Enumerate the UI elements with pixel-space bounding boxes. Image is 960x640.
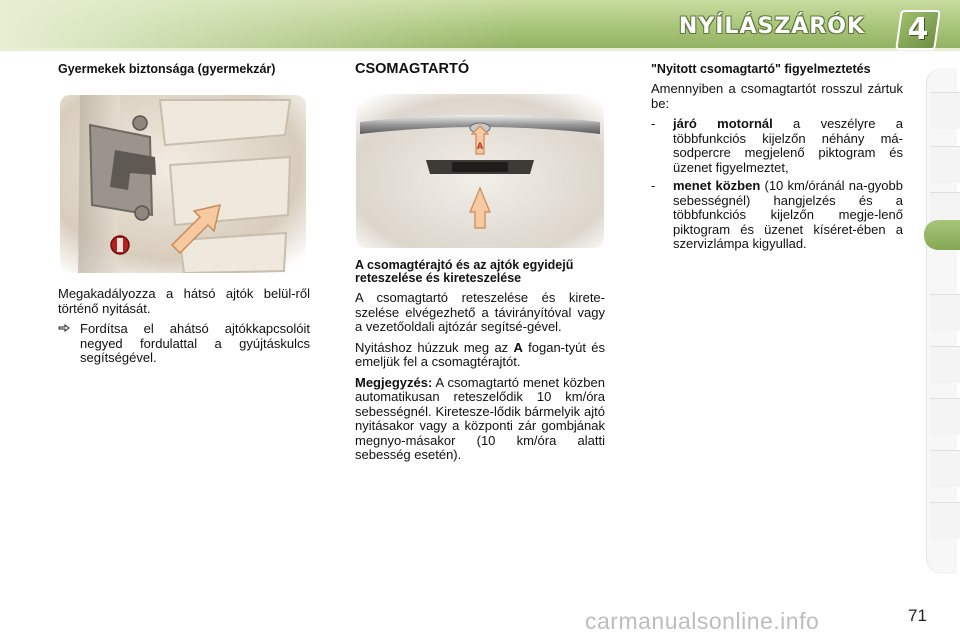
- chapter-tab-9[interactable]: [930, 502, 960, 539]
- warning-item-driving: [651, 179, 903, 252]
- right-column: [651, 63, 903, 256]
- child-lock-heading: Gyermekek biztonsága (gyermekzár): [58, 62, 276, 76]
- warning-item-engine-running-label: járó motornál: [673, 116, 773, 131]
- warning-item-engine-running: [651, 117, 903, 175]
- left-column-text: [58, 287, 310, 370]
- boot-open-warning-heading: "Nyitott csomagtartó" figyelmeztetés: [651, 62, 871, 76]
- header-gradient: [0, 0, 520, 48]
- boot-opening-text-a: Nyitáshoz húzzuk meg az: [355, 339, 514, 355]
- child-lock-intro: Megakadályozza a hátsó ajtók belül-ről történő nyitását.: [58, 286, 310, 316]
- hand-pointer-icon: [58, 322, 80, 366]
- warning-item-driving-text: (10 km/óránál na-gyobb sebességnél) hangjelzés és a többfunkciós kijelzőn megje-lenő piktogram és üzenet kíséret-ében a szervizlámpa kigyullad.: [673, 178, 903, 251]
- child-lock-instruction-text: Fordítsa el ahátsó ajtókkapcsolóit negyed fordulattal a gyújtáskulcs segítségével.: [80, 321, 310, 365]
- boot-locking-subheading: A csomagtérajtó és az ajtók egyidejű reteszelése és kireteszelése: [355, 258, 574, 285]
- boot-opening-paragraph: [355, 341, 605, 370]
- left-column: [58, 63, 310, 82]
- watermark: carmanualsonline.info: [585, 608, 820, 634]
- chapter-tab-4-active[interactable]: [924, 220, 960, 250]
- page-number: 71: [908, 606, 927, 625]
- figure-label-a: A: [476, 141, 484, 151]
- chapter-number-badge: [898, 10, 938, 50]
- warning-item-dash: -: [651, 178, 656, 193]
- middle-column-text: [355, 259, 605, 469]
- child-lock-illustration: [60, 95, 306, 273]
- boot-note-paragraph: [355, 376, 605, 463]
- chapter-title: NYÍLÁSZÁRÓK: [678, 14, 865, 39]
- chapter-tab-2[interactable]: [930, 146, 960, 183]
- child-lock-instruction: [58, 322, 310, 366]
- handle-label-a: A: [513, 339, 523, 355]
- middle-heading-block: [355, 62, 605, 77]
- boot-handle-illustration: [356, 94, 604, 248]
- boot-opening-text-b: fogan-tyút és emeljük fel a csomagtérajtót.: [355, 339, 605, 369]
- boot-heading: CSOMAGTARTÓ: [355, 61, 470, 77]
- chapter-number: 4: [907, 12, 929, 47]
- chapter-tab-7[interactable]: [930, 398, 960, 435]
- boot-handle-figure: [356, 94, 604, 248]
- header-divider: [0, 48, 960, 51]
- warning-item-dash: -: [651, 116, 656, 131]
- child-lock-figure: [60, 95, 306, 273]
- chapter-tabs: [926, 68, 960, 576]
- chapter-tab-8[interactable]: [930, 450, 960, 487]
- note-label: Megjegyzés:: [355, 374, 433, 390]
- boot-locking-paragraph: A csomagtartó reteszelése és kirete-szelése elvégezhető a távirányítóval vagy a vezetőoldali ajtózár segítsé-gével.: [355, 290, 605, 334]
- boot-open-warning-intro: Amennyiben a csomagtartót rosszul zártuk be:: [651, 81, 903, 111]
- warning-item-driving-label: menet közben: [673, 178, 761, 193]
- note-text: A csomagtartó menet közben automatikusan reteszelődik 10 km/óra sebességnél. Kiretesze-lődik bármelyik ajtó nyitásakor vagy a központi zár gombjának megnyo-másakor (10 km/óra alatti sebesség esetén).: [355, 374, 605, 462]
- warning-item-engine-running-text: a veszélyre a többfunkciós kijelzőn néhány má-sodpercre megjelenő piktogram és üzenet figyelmeztet,: [673, 116, 903, 175]
- chapter-tab-1[interactable]: [930, 92, 960, 129]
- chapter-tab-5[interactable]: [930, 294, 960, 331]
- chapter-tab-6[interactable]: [930, 346, 960, 383]
